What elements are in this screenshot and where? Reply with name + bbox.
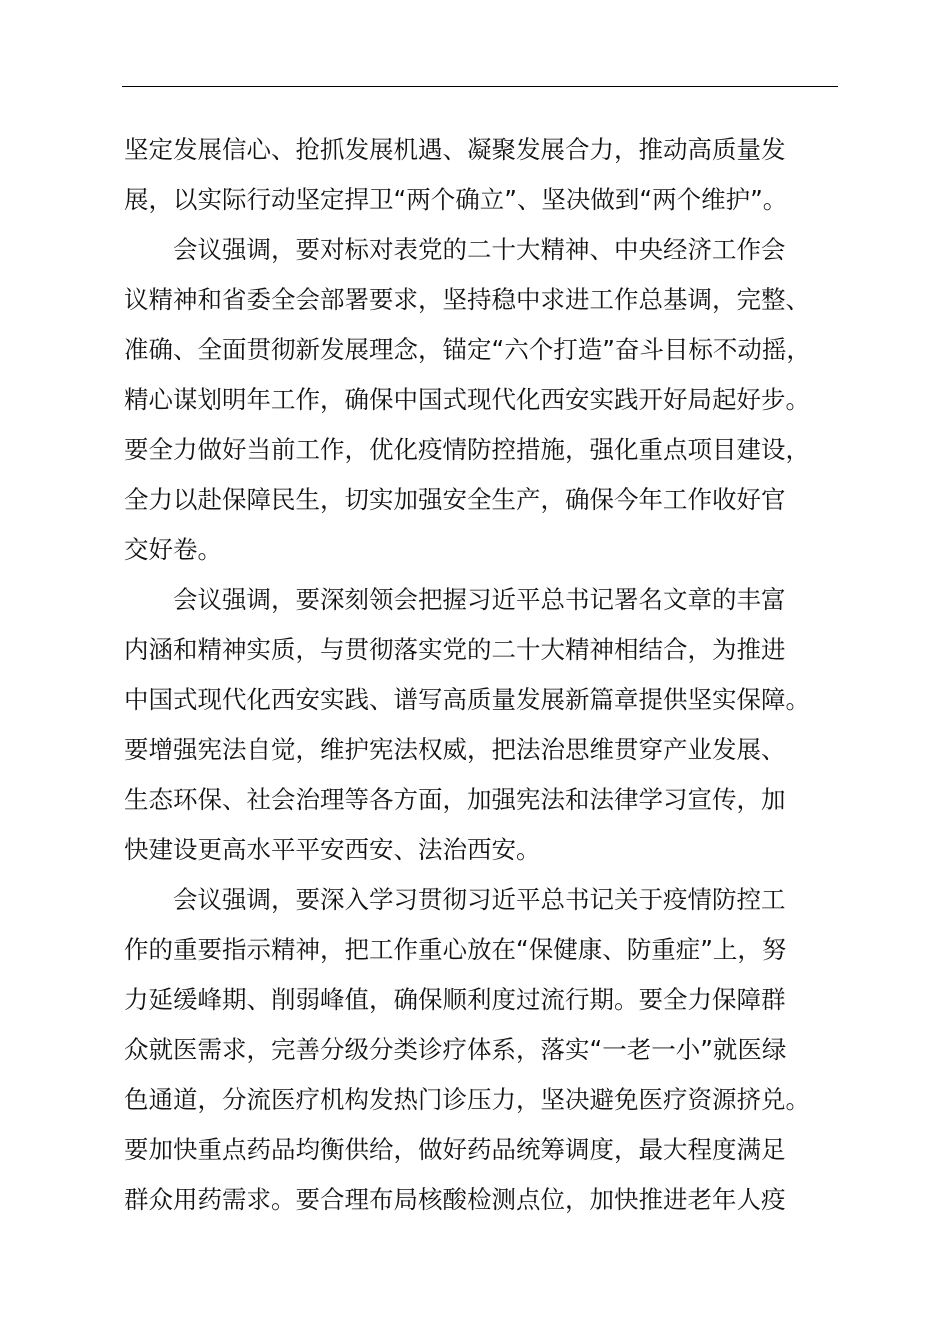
text-line: 准确、全面贯彻新发展理念，锚定“六个打造”奋斗目标不动摇， [124, 335, 811, 364]
text-line: 要全力做好当前工作，优化疫情防控措施，强化重点项目建设， [124, 435, 810, 464]
text-line: 精心谋划明年工作，确保中国式现代化西安实践开好局起好步。 [124, 385, 810, 414]
text-line: 作的重要指示精神，把工作重心放在“保健康、防重症”上，努 [124, 935, 787, 964]
text-line: 会议强调，要深入学习贯彻习近平总书记关于疫情防控工 [124, 885, 786, 914]
text-line: 中国式现代化西安实践、谱写高质量发展新篇章提供坚实保障。 [124, 685, 810, 714]
text-line: 内涵和精神实质，与贯彻落实党的二十大精神相结合，为推进 [124, 635, 786, 664]
text-line: 众就医需求，完善分级分类诊疗体系，落实“一老一小”就医绿 [124, 1035, 787, 1064]
text-line: 要增强宪法自觉，维护宪法权威，把法治思维贯穿产业发展、 [124, 735, 786, 764]
text-line: 会议强调，要深刻领会把握习近平总书记署名文章的丰富 [124, 585, 786, 614]
text-line: 展，以实际行动坚定捍卫“两个确立”、坚决做到“两个维护”。 [124, 185, 788, 214]
text-line: 交好卷。 [124, 535, 222, 564]
text-line: 要加快重点药品均衡供给，做好药品统筹调度，最大程度满足 [124, 1135, 786, 1164]
header-rule [122, 86, 838, 87]
text-line: 全力以赴保障民生，切实加强安全生产，确保今年工作收好官 [124, 485, 786, 514]
text-line: 力延缓峰期、削弱峰值，确保顺利度过流行期。要全力保障群 [124, 985, 786, 1014]
text-line: 快建设更高水平平安西安、法治西安。 [124, 835, 541, 864]
text-line: 群众用药需求。要合理布局核酸检测点位，加快推进老年人疫 [124, 1185, 786, 1214]
text-line: 坚定发展信心、抢抓发展机遇、凝聚发展合力，推动高质量发 [124, 135, 786, 164]
text-line: 议精神和省委全会部署要求，坚持稳中求进工作总基调，完整、 [124, 285, 810, 314]
body-text [124, 125, 840, 1225]
text-line: 色通道，分流医疗机构发热门诊压力，坚决避免医疗资源挤兑。 [124, 1085, 810, 1114]
text-line: 会议强调，要对标对表党的二十大精神、中央经济工作会 [124, 235, 786, 264]
text-line: 生态环保、社会治理等各方面，加强宪法和法律学习宣传，加 [124, 785, 786, 814]
